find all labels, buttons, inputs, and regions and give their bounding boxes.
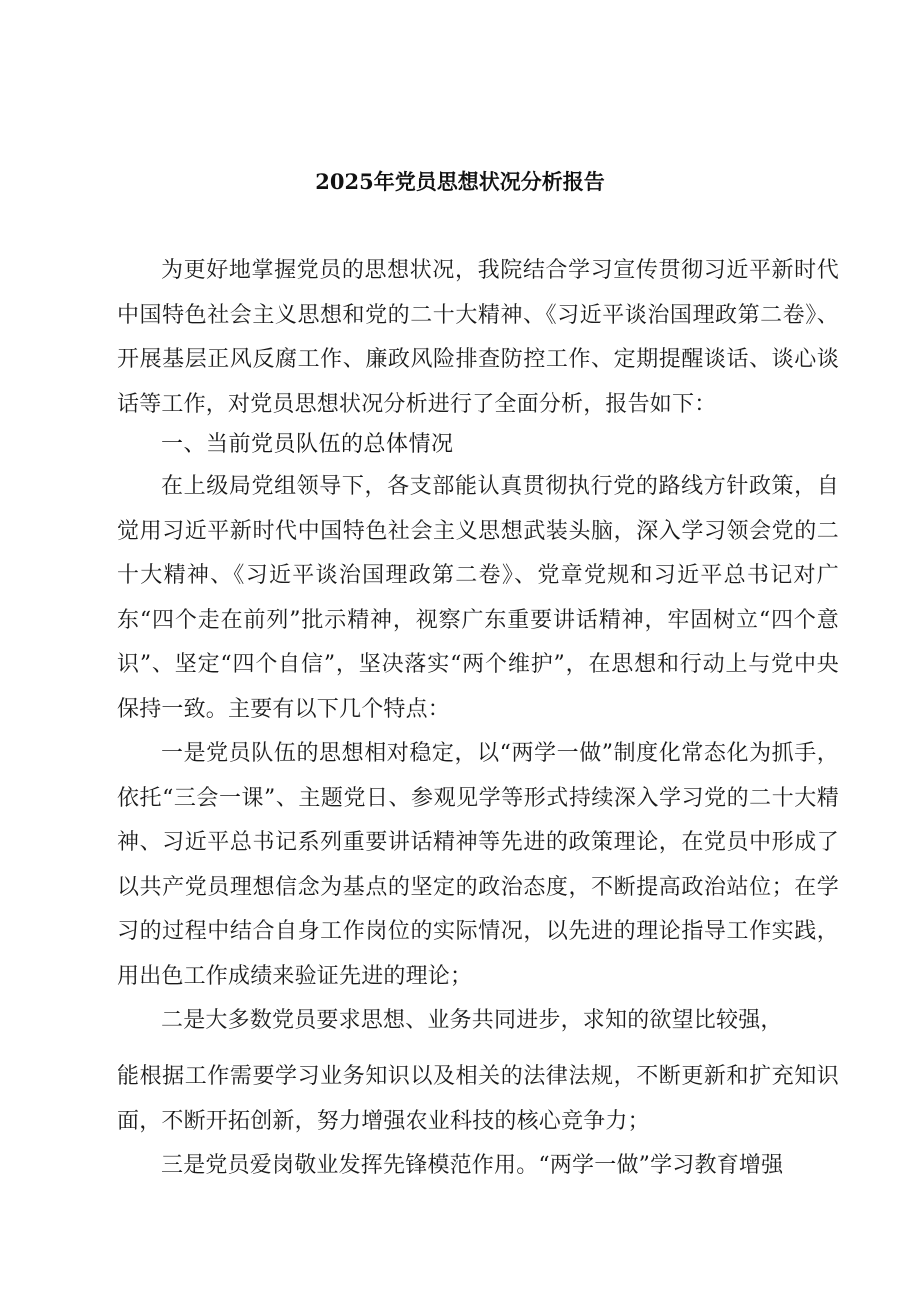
point-two-paragraph-start: 二是大多数党员要求思想、业务共同进步，求知的欲望比较强，	[161, 1008, 783, 1033]
overview-paragraph: 在上级局党组领导下，各支部能认真贯彻执行党的路线方针政策，自觉用习近平新时代中国特色社会主义思想武装头脑，深入学习领会党的二十大精神、《习近平谈治国理政第二卷》、党章党规和习近平总书记对广东“四个走在前列”批示精神，视察广东重要讲话精神，牢固树立“四个意识”、坚定“四个自信”，坚决落实“两个维护”，在思想和行动上与党中央保持一致。主要有以下几个特点：	[117, 474, 839, 722]
point-two-paragraph-continued: 能根据工作需要学习业务知识以及相关的法律法规，不断更新和扩充知识面，不断开拓创新，努力增强农业科技的核心竞争力；	[117, 1064, 839, 1134]
document-title: 2025年党员思想状况分析报告	[315, 169, 605, 194]
point-three-paragraph: 三是党员爱岗敬业发挥先锋模范作用。“两学一做”学习教育增强	[161, 1153, 784, 1178]
section-heading: 一、当前党员队伍的总体情况	[161, 432, 454, 457]
intro-paragraph: 为更好地掌握党员的思想状况，我院结合学习宣传贯彻习近平新时代中国特色社会主义思想和党的二十大精神、《习近平谈治国理政第二卷》、开展基层正风反腐工作、廉政风险排查防控工作、定期提醒谈话、谈心谈话等工作，对党员思想状况分析进行了全面分析，报告如下：	[117, 258, 839, 417]
point-one-paragraph: 一是党员队伍的思想相对稳定，以“两学一做”制度化常态化为抓手，依托“三会一课”、主题党日、参观见学等形式持续深入学习党的二十大精神、习近平总书记系列重要讲话精神等先进的政策理论，在党员中形成了以共产党员理想信念为基点的坚定的政治态度，不断提高政治站位；在学习的过程中结合自身工作岗位的实际情况，以先进的理论指导工作实践，用出色工作成绩来验证先进的理论；	[117, 741, 839, 989]
